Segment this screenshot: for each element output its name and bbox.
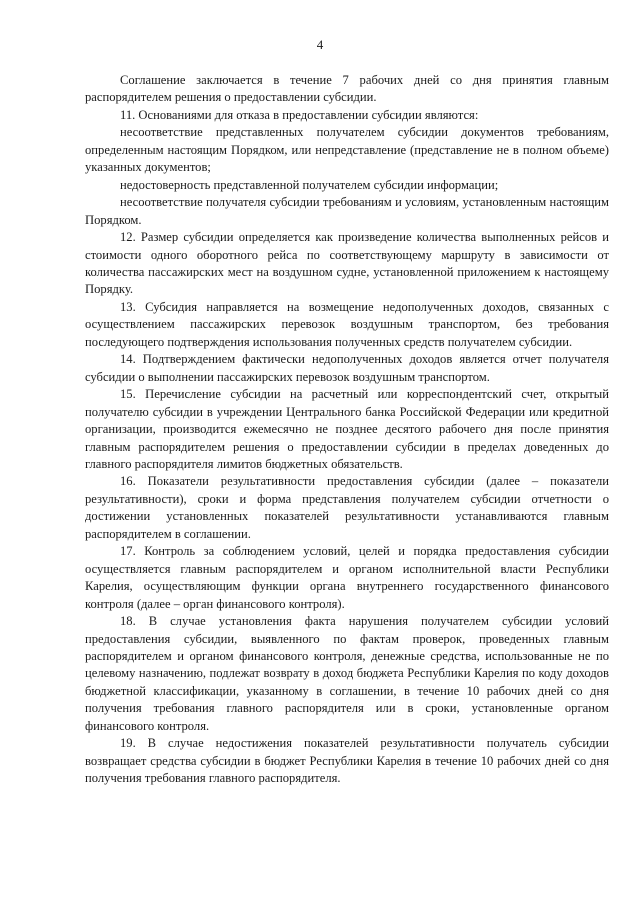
paragraph-refusal-unreliable-info: недостоверность представленной получателем субсидии информации; [120,177,499,192]
paragraph-12-subsidy-amount: 12. Размер субсидии определяется как произведение количества выполненных рейсов и стоимости одного оборотного рейса по соответствующему маршруту в зависимости от количества пассажирских мест на воздушном судне, установленной приложением к настоящему Порядку. [85,230,609,297]
paragraph-refusal-documents: несоответствие представленных получателем субсидии документов требованиям, определенным настоящим Порядком, или непредставление (представление не в полном объеме) указанных документов; [85,125,609,175]
paragraph-14-confirmation: 14. Подтверждением фактически недополученных доходов является отчет получателя субсидии о выполнении пассажирских перевозок воздушным транспортом. [85,352,609,384]
paragraph-18-violation-refund: 18. В случае установления факта нарушения получателем субсидии условий предоставления субсидии, выявленного по фактам проверок, проведенных главным распорядителем и органом финансового контроля, денежные средства, использованные не по целевому назначению, подлежат возврату в доход бюджета Республики Карелия по коду доходов бюджетной классификации, указанному в соглашении, в течение 10 рабочих дней со дня получения требования главного распорядителя или в сроки, установленные органом финансового контроля. [85,614,609,733]
paragraph-16-performance-indicators: 16. Показатели результативности предоставления субсидии (далее – показатели результативности), сроки и форма представления получателем субсидии отчетности о достижении установленных показателей результативности устанавливаются главным распорядителем в соглашении. [85,474,609,541]
paragraph-11-refusal-grounds: 11. Основаниями для отказа в предоставлении субсидии являются: [120,107,479,122]
paragraph-refusal-noncompliance: несоответствие получателя субсидии требованиям и условиям, установленным настоящим Порядком. [85,195,609,227]
paragraph-13-subsidy-purpose: 13. Субсидия направляется на возмещение недополученных доходов, связанных с осуществлением пассажирских перевозок воздушным транспортом, без требования последующего подтверждения использования полученных средств получателем субсидии. [85,299,609,349]
page-number: 4 [316,37,324,52]
paragraph-15-transfer: 15. Перечисление субсидии на расчетный или корреспондентский счет, открытый получателю субсидии в учреждении Центрального банка Российской Федерации или кредитной организации, производится ежемесячно не позднее десятого рабочего дня после принятия главным распорядителем решения о предоставлении субсидии в пределах доведенных до главного распорядителя лимитов бюджетных обязательств. [85,387,609,471]
document-body [85,72,609,788]
paragraph-agreement-term: Соглашение заключается в течение 7 рабочих дней со дня принятия главным распорядителем решения о предоставлении субсидии. [85,73,609,105]
paragraph-17-control: 17. Контроль за соблюдением условий, целей и порядка предоставления субсидии осуществляется главным распорядителем и органом исполнительной власти Республики Карелия, осуществляющим функции органа внутреннего государственного финансового контроля (далее – орган финансового контроля). [85,544,609,611]
paragraph-19-non-achievement-refund: 19. В случае недостижения показателей результативности получатель субсидии возвращает средства субсидии в бюджет Республики Карелия в течение 10 рабочих дней со дня получения требования главного распорядителя. [85,736,609,786]
